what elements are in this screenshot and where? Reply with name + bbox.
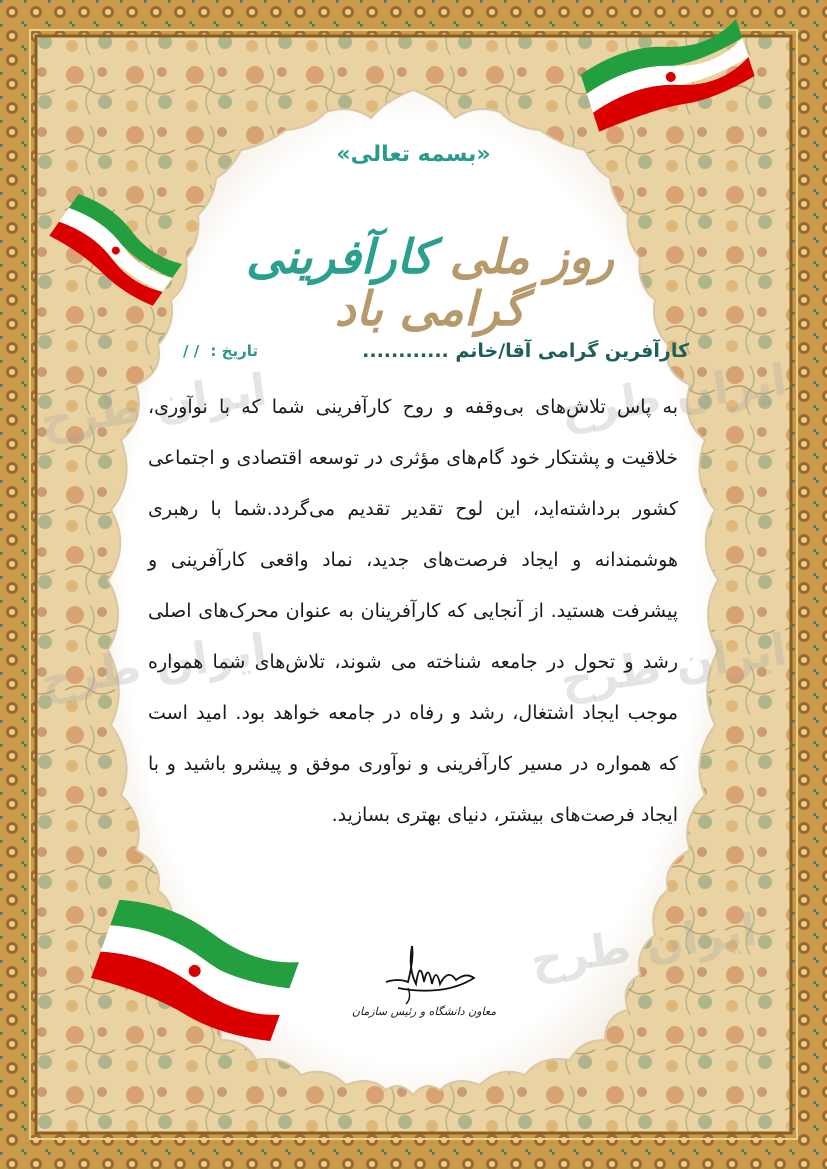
title-part-3: گرامی باد: [334, 281, 526, 337]
certificate-body: به پاس تلاش‌های بی‌وقفه و روح کارآفرینی شما که با نوآوری، خلاقیت و پشتکار خود گام‌های مؤثری در توسعه اقتصادی و اجتماعی کشور برداشته‌اید، این لوح تقدیر تقدیم می‌گردد.شما با رهبری هوشمندانه و ایجاد فرصت‌های جدید، نماد واقعی کارآفرینی و پیشرفت هستید. از آنجایی که کارآفرینان به عنوان محرک‌های اصلی رشد و تحول در جامعه شناخته می شوند، تلاش‌های شما همواره موجب ایجاد اشتغال، رشد و رفاه در جامعه خواهد بود. امید است که همواره در مسیر کارآفرینی و نوآوری موفق و پیشرو باشید و با ایجاد فرصت‌های بیشتر، دنیای بهتری بسازید.: [148, 396, 678, 826]
date-label: تاریخ :: [210, 342, 258, 360]
signer-title: معاون دانشگاه و رئیس سازمان: [351, 1005, 497, 1018]
iran-flag-icon: [90, 895, 300, 1045]
watermark: ایران طرح: [557, 354, 790, 437]
signature-icon: [378, 938, 488, 1008]
page-title: [180, 232, 680, 335]
date-value: / /: [183, 342, 200, 360]
date-field: [183, 342, 258, 360]
recipient-salutation: کارآفرین گرامی آقا/خانم ............: [362, 340, 689, 362]
watermark: ایران طرح: [37, 364, 270, 447]
iran-flag-icon: [48, 185, 183, 315]
iran-flag-icon: [575, 18, 760, 133]
watermark: ایران طرح: [557, 624, 790, 707]
title-part-2: کارآفرینی: [245, 230, 434, 285]
watermark: ایران طرح: [527, 904, 760, 987]
bismillah-heading: «بسمه تعالی»: [336, 142, 491, 167]
watermark: ایران طرح: [37, 624, 270, 707]
title-part-1: روز ملی: [449, 230, 615, 285]
